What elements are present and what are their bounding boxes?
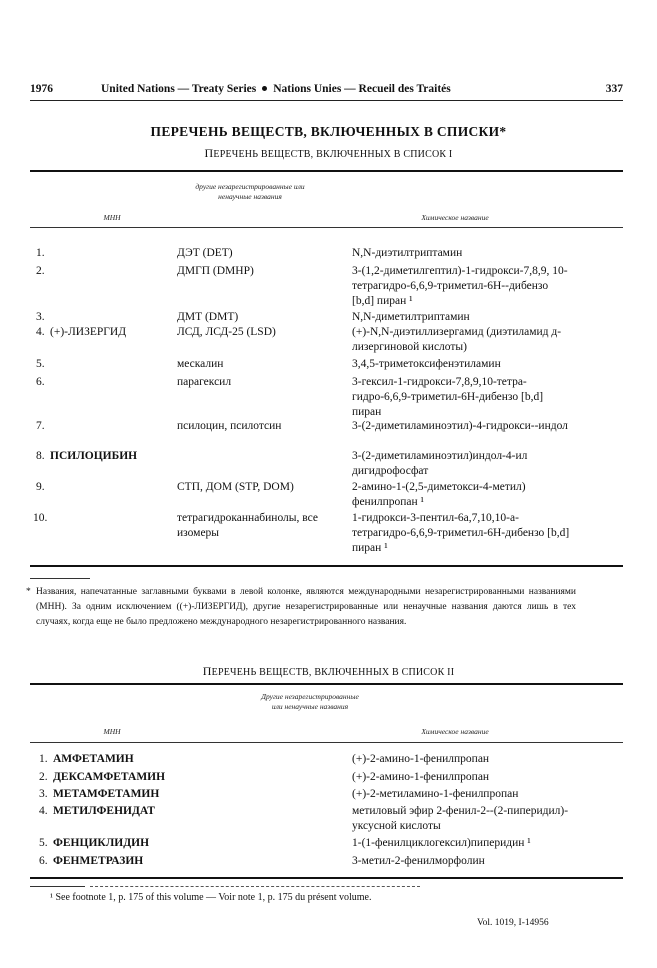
series-title [101,83,451,95]
row-chemical-name: 3-(1,2-диметилгептил)-1-гидрокси-7,8,9, 10-тетрагидро-6,6,9-триметил-6H--дибензо [b,d] пиран ¹ [352,265,568,307]
row-chemical-name: (+)-N,N-диэтиллизергамид (диэтиламид д-лизергиновой кислоты) [352,326,562,353]
row-other-name: псилоцин, псилотсин [177,420,282,432]
row-chemical-name: 3,4,5-триметоксифенэтиламин [352,358,501,370]
volume-reference: Vol. 1019, I-14956 [477,918,549,928]
row-number: 6. [39,855,48,867]
list1-heading-initial: П [204,146,214,160]
row-other-name: тетрагидроканнабинолы, все изомеры [177,512,318,539]
list2-header-chemical: Химическое название [421,727,489,736]
row-number: 1. [36,247,45,259]
row-chemical-name: (+)-2-амино-1-фенилпропан [352,753,490,765]
row-chemical-name: 2-амино-1-(2,5-диметокси-4-метил) фенилпропан ¹ [352,481,526,508]
row-chemical-name: 3-(2-диметиламиноэтил)-4-гидрокси--индол [352,420,568,432]
row-number: 8. [36,450,45,462]
footnote-marker: * [26,587,31,597]
row-chemical-name: N,N-диэтилтриптамин [352,247,463,259]
row-chemical-name: 3-метил-2-фенилморфолин [352,855,485,867]
series-english: United Nations — Treaty Series [101,83,257,95]
row-chemical-name: (+)-2-амино-1-фенилпропан [352,771,490,783]
row-other-name: СТП, ДОМ (STP, DOM) [177,481,294,493]
bullet-separator [262,86,267,91]
row-inn: АМФЕТАМИН [53,753,134,765]
page-number: 337 [605,83,623,95]
row-chemical-name: (+)-2-метиламино-1-фенилпропан [352,788,519,800]
list1-header-inn: МНН [103,213,121,222]
row-chemical-name: 1-(1-фенилциклогексил)пиперидин ¹ [352,837,531,849]
header-rule [30,100,623,101]
list1-heading [0,146,657,161]
list1-header-rule [30,227,623,228]
row-inn: МЕТИЛФЕНИДАТ [53,805,155,817]
row-number: 3. [36,311,45,323]
list2-heading-text: ЕРЕЧЕНЬ ВЕЩЕСТВ, ВКЛЮЧЕННЫХ В СПИСОК II [211,667,455,678]
row-other-name: мескалин [177,358,224,370]
row-number: 3. [39,788,48,800]
footnote-star-text: Названия, напечатанные заглавными буквами в левой колонке, являются международными незарегистрированными названиями (МНН). За одним исключением ((+)-ЛИЗЕРГИД), другие незарегистрированные или ненаучные названия даются лишь в тех случаях, когда еще не было предложено международного незарегистрированного названия. [36,587,576,627]
list2-header-inn: МНН [103,727,121,736]
list1-table-top-rule [30,170,623,172]
row-number: 4. [39,805,48,817]
row-chemical-name: метиловый эфир 2-фенил-2--(2-пиперидил)-уксусной кислоты [352,805,569,832]
list2-table-top-rule [30,683,623,685]
footnote-star [26,585,576,630]
row-number: 6. [36,376,45,388]
series-french: Nations Unies — Recueil des Traités [273,83,451,95]
row-other-name: парагексил [177,376,232,388]
row-number: 4. [36,326,45,338]
row-inn: ПСИЛОЦИБИН [50,450,138,462]
list1-table-bottom-rule [30,565,623,567]
row-inn: ДЕКСАМФЕТАМИН [53,771,166,783]
row-number: 7. [36,420,45,432]
row-inn: ФЕНМЕТРАЗИН [53,855,144,867]
row-number: 10. [33,512,48,524]
row-number: 2. [36,265,45,277]
row-number: 2. [39,771,48,783]
list1-header-other: другие незарегистрированные или ненаучные названия [195,182,305,201]
row-inn: (+)-ЛИЗЕРГИД [50,326,127,338]
row-number: 9. [36,481,45,493]
list2-header-other: Другие незарегистрированные или ненаучные названия [261,692,359,711]
dashed-divider [90,886,420,887]
list2-header-rule [30,742,623,743]
row-chemical-name: 1-гидрокси-3-пентил-6а,7,10,10-а-тетрагидро-6,6,9-триметил-6H-дибензо [b,d] пиран ¹ [352,512,570,554]
list2-heading [0,664,657,679]
row-inn: МЕТАМФЕТАМИН [53,788,160,800]
year: 1976 [30,83,53,95]
list1-heading-text: ЕРЕЧЕНЬ ВЕЩЕСТВ, ВКЛЮЧЕННЫХ В СПИСОК I [213,149,453,160]
row-other-name: ДМТ (DMT) [177,311,239,323]
list1-header-chemical: Химическое название [421,213,489,222]
list2-heading-initial: П [202,664,212,678]
footnote-rule [30,886,85,887]
row-chemical-name: 3-(2-диметиламиноэтил)индол-4-ил дигидрофосфат [352,450,528,477]
row-chemical-name: 3-гексил-1-гидрокси-7,8,9,10-тетра-гидро-6,6,9-триметил-6H-дибензо [b,d] пиран [352,376,544,418]
row-number: 1. [39,753,48,765]
footnote-1: ¹ See footnote 1, p. 175 of this volume — Voir note 1, p. 175 du présent volume. [50,892,372,903]
row-number: 5. [36,358,45,370]
row-number: 5. [39,837,48,849]
row-other-name: ЛСД, ЛСД-25 (LSD) [177,326,276,338]
row-chemical-name: N,N-диметилтриптамин [352,311,470,323]
row-inn: ФЕНЦИКЛИДИН [53,837,150,849]
list2-table-bottom-rule [30,877,623,879]
document-title: ПЕРЕЧЕНЬ ВЕЩЕСТВ, ВКЛЮЧЕННЫХ В СПИСКИ* [150,124,507,139]
row-other-name: ДМГП (DMHP) [177,265,254,277]
row-other-name: ДЭТ (DET) [177,247,233,259]
footnote-rule [30,578,90,579]
